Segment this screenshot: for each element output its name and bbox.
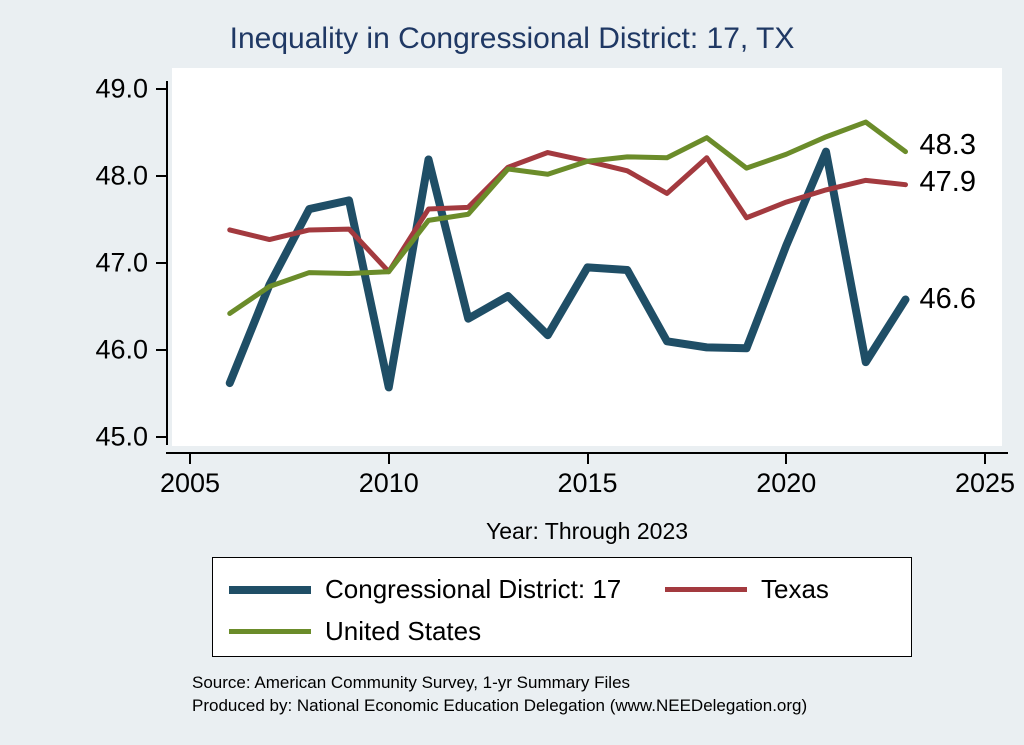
- series-line-2: [230, 122, 906, 313]
- y-tick-label: 46.0: [95, 334, 148, 365]
- legend: [212, 557, 912, 657]
- legend-label-texas: Texas: [761, 574, 829, 604]
- x-tick-label: 2025: [954, 468, 1016, 498]
- legend-label-cd: Congressional District: 17: [325, 574, 622, 604]
- legend-item-texas: [665, 574, 829, 605]
- y-tick-label: 48.0: [95, 160, 148, 191]
- legend-swatch-us: [229, 629, 311, 634]
- legend-item-cd: [229, 574, 621, 605]
- y-tick-label: 47.0: [95, 247, 148, 278]
- footer-source: [192, 672, 807, 718]
- legend-swatch-cd: [229, 586, 311, 594]
- x-tick-label: 2015: [557, 468, 618, 498]
- footer-line-2: Produced by: National Economic Education Delegation (www.NEEDelegation.org): [192, 695, 808, 715]
- page-title: Inequality in Congressional District: 17, TX: [229, 22, 795, 55]
- legend-swatch-texas: [665, 587, 747, 592]
- series-end-label-1: 47.9: [919, 165, 976, 198]
- x-axis-label: Year: Through 2023: [485, 518, 689, 544]
- x-tick-label: 2010: [358, 468, 419, 498]
- x-tick-label: 2020: [756, 468, 817, 498]
- x-tick-label: 2005: [159, 468, 221, 498]
- footer-line-1: Source: American Community Survey, 1-yr Summary Files: [192, 673, 631, 692]
- legend-item-us: [229, 616, 481, 647]
- y-tick-label: 45.0: [95, 421, 148, 452]
- series-end-label-2: 48.3: [919, 128, 976, 161]
- y-tick-label: 49.0: [95, 73, 148, 104]
- series-end-label-0: 46.6: [919, 282, 976, 315]
- legend-label-us: United States: [325, 616, 482, 646]
- series-line-0: [230, 152, 906, 388]
